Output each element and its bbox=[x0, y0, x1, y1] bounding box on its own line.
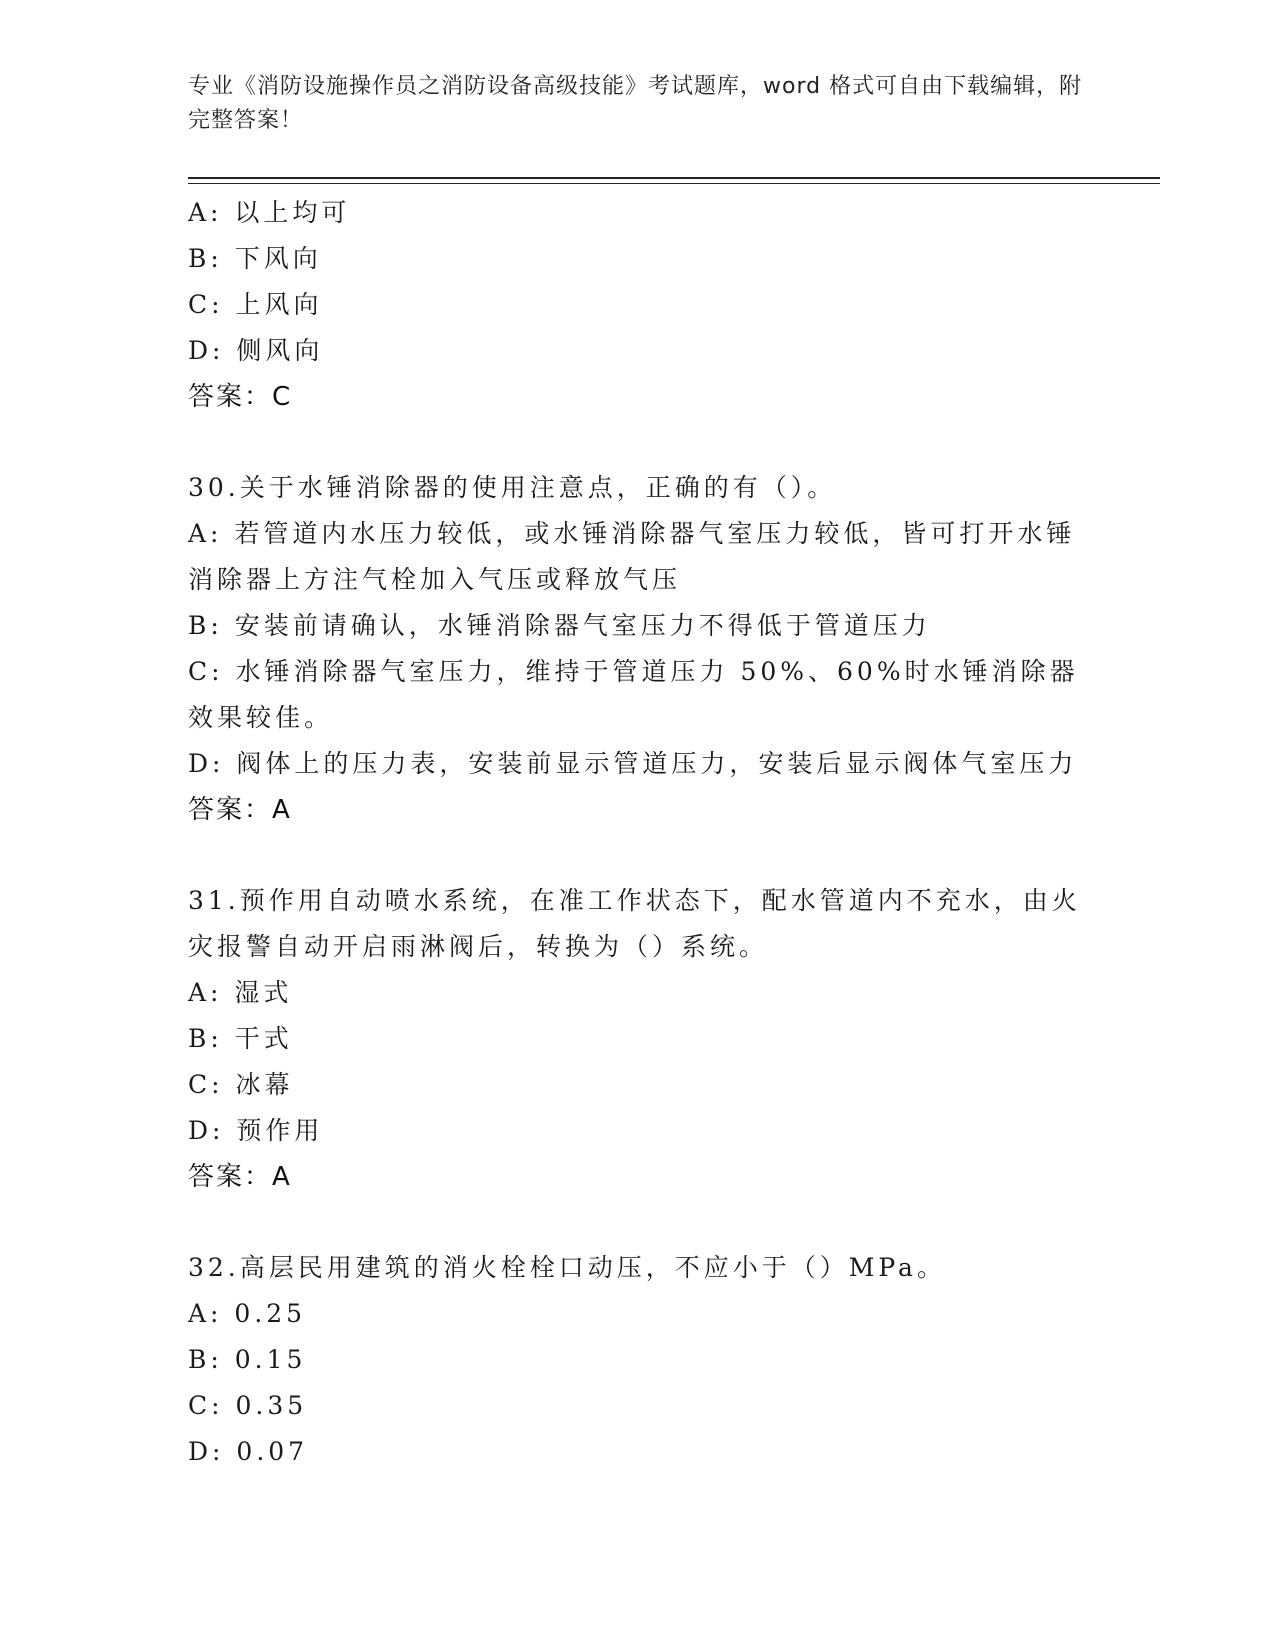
option-a: A: 湿式 bbox=[188, 978, 293, 1007]
question-text: 31.预作用自动喷水系统，在准工作状态下，配水管道内不充水，由火灾报警自动开启雨淋阀后，转换为（）系统。 bbox=[188, 886, 1081, 961]
option-b: B: 0.15 bbox=[188, 1345, 307, 1374]
question-content bbox=[188, 190, 1088, 1475]
question-text: 30.关于水锤消除器的使用注意点，正确的有（）。 bbox=[188, 473, 837, 502]
spacer bbox=[188, 833, 1088, 878]
header-rule-thick bbox=[188, 177, 1160, 179]
option-a: A: 0.25 bbox=[188, 1299, 307, 1328]
question-30 bbox=[188, 465, 1088, 833]
option-c: C: 上风向 bbox=[188, 290, 323, 319]
spacer bbox=[188, 1200, 1088, 1245]
option-d: D: 阀体上的压力表，安装前显示管道压力，安装后显示阀体气室压力 bbox=[188, 749, 1078, 778]
option-c: C: 水锤消除器气室压力，维持于管道压力 50%、60%时水锤消除器效果较佳。 bbox=[188, 657, 1079, 732]
option-a: A: 若管道内水压力较低，或水锤消除器气室压力较低，皆可打开水锤消除器上方注气栓加入气压或释放气压 bbox=[188, 519, 1076, 594]
option-d: D: 0.07 bbox=[188, 1437, 309, 1466]
option-b: B: 干式 bbox=[188, 1024, 293, 1053]
spacer bbox=[188, 420, 1088, 465]
answer: 答案：A bbox=[188, 795, 292, 825]
option-b: B: 安装前请确认，水锤消除器气室压力不得低于管道压力 bbox=[188, 611, 931, 640]
page-header: 专业《消防设施操作员之消防设备高级技能》考试题库，word 格式可自由下载编辑，附完整答案！ bbox=[188, 74, 1083, 133]
answer: 答案：C bbox=[188, 382, 293, 412]
question-31 bbox=[188, 878, 1088, 1200]
header-rule-thin bbox=[188, 183, 1160, 184]
option-c: C: 0.35 bbox=[188, 1391, 308, 1420]
question-32 bbox=[188, 1245, 1088, 1475]
answer: 答案：A bbox=[188, 1162, 292, 1192]
option-c: C: 冰幕 bbox=[188, 1070, 294, 1099]
option-a: A: 以上均可 bbox=[188, 198, 351, 227]
question-text: 32.高层民用建筑的消火栓栓口动压，不应小于（）MPa。 bbox=[188, 1253, 946, 1282]
option-d: D: 预作用 bbox=[188, 1116, 324, 1145]
question-29 bbox=[188, 190, 1088, 420]
option-b: B: 下风向 bbox=[188, 244, 322, 273]
option-d: D: 侧风向 bbox=[188, 336, 324, 365]
